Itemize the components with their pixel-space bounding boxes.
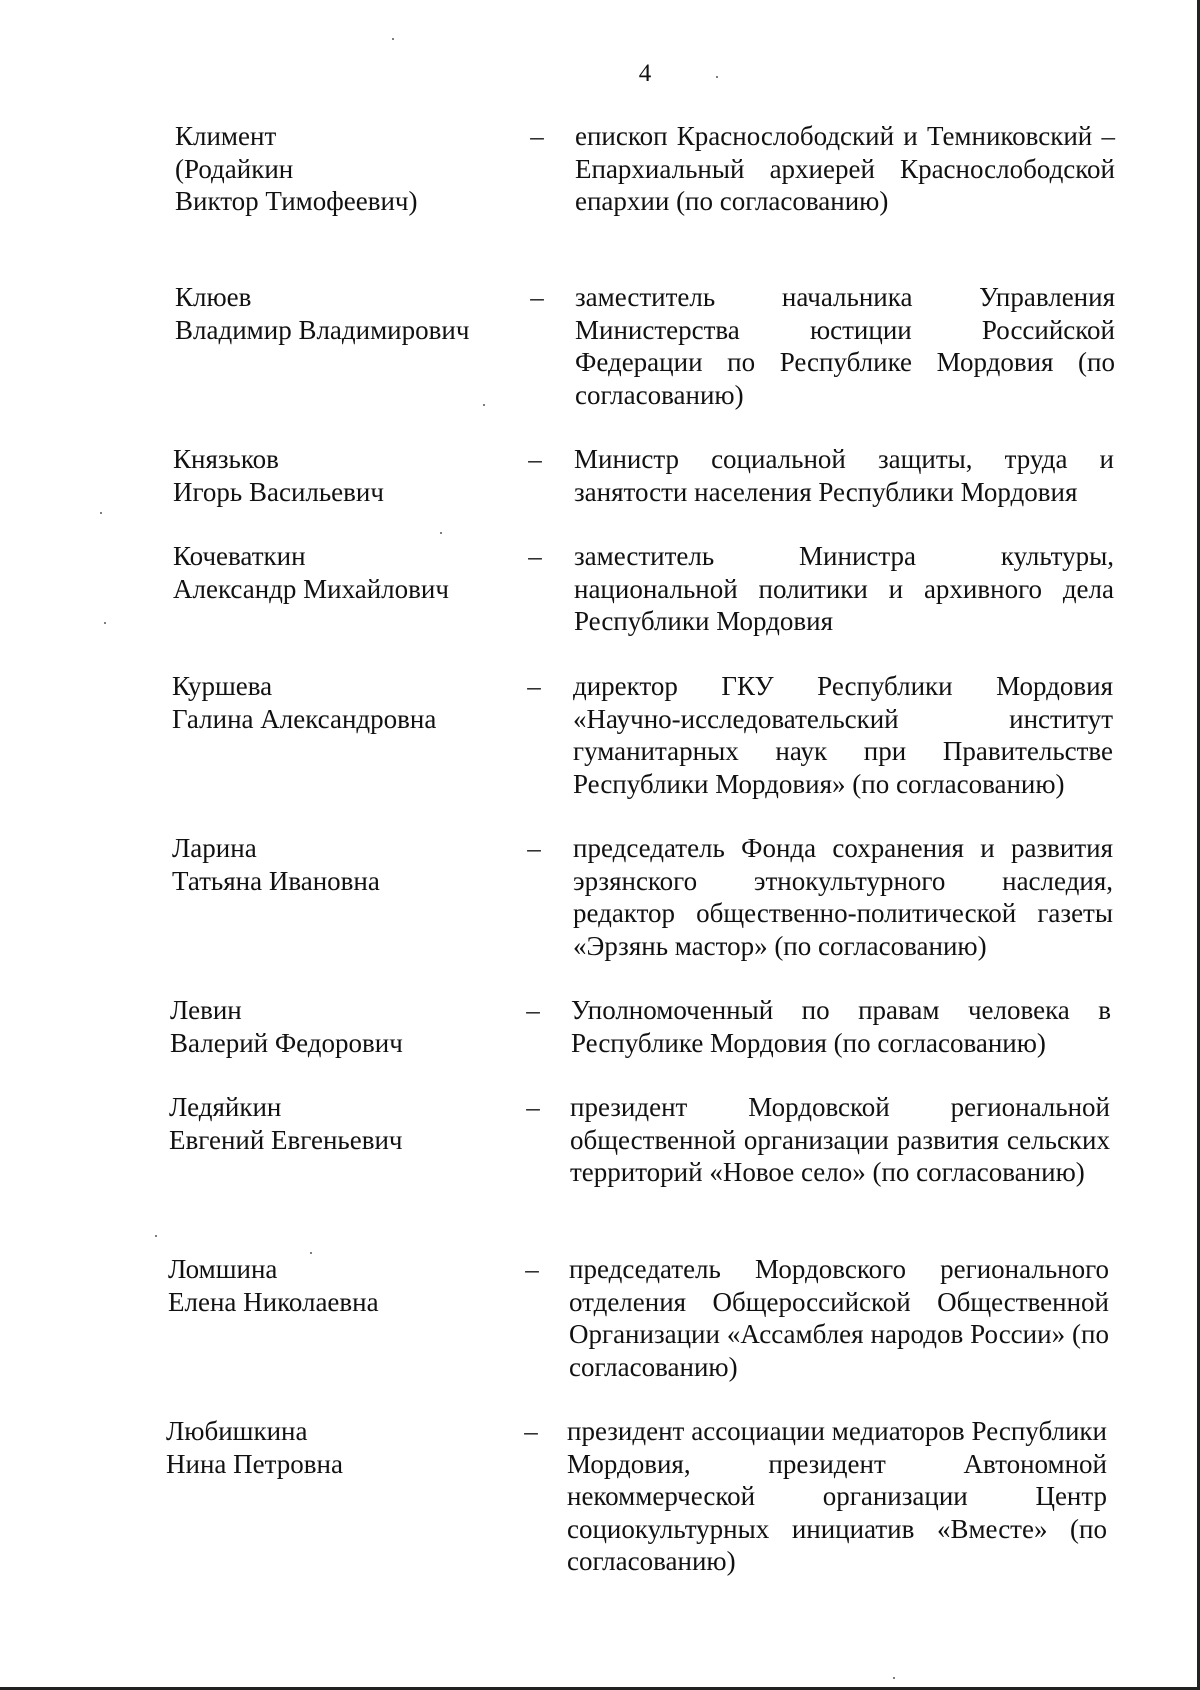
- member-name-line: Куршева: [172, 671, 273, 701]
- member-name-line: Елена Николаевна: [168, 1286, 379, 1317]
- member-name-line: Александр Михайлович: [173, 573, 449, 604]
- scan-speck: [155, 1235, 157, 1237]
- member-role: епископ Краснослободский и Темниковский – Епархиальный архиерей Краснослободской епархии (по согласованию): [575, 121, 1115, 216]
- member-name-line: Любишкина: [166, 1416, 308, 1446]
- scan-speck: [392, 38, 394, 40]
- member-role: директор ГКУ Республики Мордовия «Научно-исследовательский институт гуманитарных наук при Правительстве Республики Мордовия» (по согласованию): [573, 671, 1113, 799]
- member-role: председатель Мордовского регионального отделения Общероссийской Общественной Организации «Ассамблея народов России» (по согласованию): [569, 1254, 1109, 1382]
- member-name: [170, 994, 510, 1059]
- entry-dash: –: [526, 995, 540, 1025]
- member-name: [166, 1415, 506, 1480]
- member-name: [175, 120, 515, 218]
- member-role: заместитель Министра культуры, национальной политики и архивного дела Республики Мордовия: [574, 541, 1114, 636]
- page-number: 4: [638, 60, 652, 87]
- member-name-line: Татьяна Ивановна: [172, 865, 380, 896]
- member-name-line: Ломшина: [168, 1254, 278, 1284]
- entry-dash: –: [524, 1416, 538, 1446]
- member-role: председатель Фонда сохранения и развития эрзянского этнокультурного наследия, редактор общественно-политической газеты «Эрзянь мастор» (по согласованию): [573, 833, 1113, 961]
- member-name-line: Галина Александровна: [172, 703, 437, 734]
- scan-speck: [483, 404, 485, 406]
- member-name-line: Ларина: [172, 833, 257, 863]
- member-name: [169, 1091, 509, 1156]
- member-name: [168, 1253, 508, 1318]
- member-name-line: Валерий Федорович: [170, 1027, 403, 1058]
- member-name: [172, 832, 512, 897]
- member-name-line: Нина Петровна: [166, 1448, 343, 1479]
- entry-dash: –: [527, 671, 541, 701]
- member-name-line: Ледяйкин: [169, 1092, 282, 1122]
- member-name-line: Климент: [175, 121, 277, 151]
- member-role: президент ассоциации медиаторов Республики Мордовия, президент Автономной некоммерческой организации Центр социокультурных инициатив «Вместе» (по согласованию): [567, 1416, 1107, 1576]
- member-name: [172, 670, 512, 735]
- scan-speck: [310, 1252, 312, 1254]
- member-role: Уполномоченный по правам человека в Республике Мордовия (по согласованию): [571, 995, 1111, 1058]
- member-name-line: (Родайкин: [175, 153, 294, 184]
- member-name: [173, 443, 513, 508]
- member-name-line: Игорь Васильевич: [173, 476, 384, 507]
- entry-dash: –: [530, 121, 544, 151]
- entry-dash: –: [526, 1092, 540, 1122]
- entry-dash: –: [530, 282, 544, 312]
- member-name-line: Князьков: [173, 444, 279, 474]
- member-name-line: Клюев: [175, 282, 252, 312]
- member-name-line: Кочеваткин: [173, 541, 306, 571]
- entry-dash: –: [527, 833, 541, 863]
- entry-dash: –: [528, 444, 542, 474]
- scan-speck: [440, 532, 442, 534]
- scan-speck: [716, 76, 718, 78]
- scan-speck: [100, 512, 102, 514]
- entry-dash: –: [528, 541, 542, 571]
- member-name-line: Владимир Владимирович: [175, 314, 470, 345]
- member-name: [175, 281, 515, 346]
- scan-speck: [104, 622, 106, 624]
- member-role: Министр социальной защиты, труда и занятости населения Республики Мордовия: [574, 444, 1114, 507]
- member-name-line: Виктор Тимофеевич): [175, 186, 418, 216]
- member-name-line: Левин: [170, 995, 242, 1025]
- member-name: [173, 540, 513, 605]
- scan-speck: [893, 1677, 895, 1679]
- member-role: заместитель начальника Управления Министерства юстиции Российской Федерации по Республике Мордовия (по согласованию): [575, 282, 1115, 410]
- member-name-line: Евгений Евгеньевич: [169, 1124, 403, 1155]
- entry-dash: –: [525, 1254, 539, 1284]
- member-role: президент Мордовской региональной общественной организации развития сельских территорий «Новое село» (по согласованию): [570, 1092, 1110, 1187]
